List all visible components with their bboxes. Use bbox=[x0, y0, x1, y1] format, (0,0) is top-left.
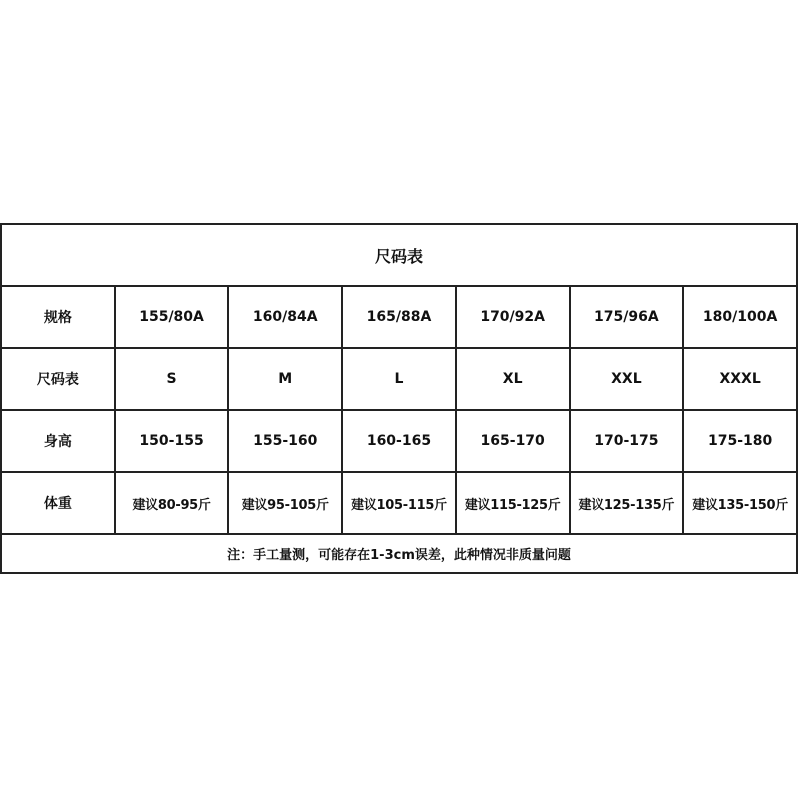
size-value: M bbox=[228, 348, 342, 410]
weight-value: 建议95-105斤 bbox=[228, 472, 342, 534]
height-label: 身高 bbox=[1, 410, 115, 472]
spec-value: 155/80A bbox=[115, 286, 229, 348]
size-value: S bbox=[115, 348, 229, 410]
size-chart-table bbox=[0, 223, 798, 574]
size-row bbox=[1, 348, 797, 410]
spec-label: 规格 bbox=[1, 286, 115, 348]
weight-value: 建议115-125斤 bbox=[456, 472, 570, 534]
spec-value: 180/100A bbox=[683, 286, 797, 348]
weight-value: 建议125-135斤 bbox=[570, 472, 684, 534]
height-value: 165-170 bbox=[456, 410, 570, 472]
size-value: XXL bbox=[570, 348, 684, 410]
spec-value: 175/96A bbox=[570, 286, 684, 348]
size-label: 尺码表 bbox=[1, 348, 115, 410]
weight-value: 建议105-115斤 bbox=[342, 472, 456, 534]
height-value: 155-160 bbox=[228, 410, 342, 472]
height-value: 160-165 bbox=[342, 410, 456, 472]
weight-value: 建议135-150斤 bbox=[683, 472, 797, 534]
spec-row bbox=[1, 286, 797, 348]
size-value: L bbox=[342, 348, 456, 410]
weight-value: 建议80-95斤 bbox=[115, 472, 229, 534]
weight-label: 体重 bbox=[1, 472, 115, 534]
weight-row bbox=[1, 472, 797, 534]
height-value: 175-180 bbox=[683, 410, 797, 472]
height-value: 150-155 bbox=[115, 410, 229, 472]
spec-value: 165/88A bbox=[342, 286, 456, 348]
size-value: XL bbox=[456, 348, 570, 410]
height-row bbox=[1, 410, 797, 472]
height-value: 170-175 bbox=[570, 410, 684, 472]
note-row bbox=[1, 534, 797, 573]
measurement-note: 注：手工量测，可能存在1-3cm误差，此种情况非质量问题 bbox=[1, 534, 797, 573]
spec-value: 160/84A bbox=[228, 286, 342, 348]
size-value: XXXL bbox=[683, 348, 797, 410]
spec-value: 170/92A bbox=[456, 286, 570, 348]
title-row bbox=[1, 224, 797, 286]
chart-title: 尺码表 bbox=[1, 224, 797, 286]
